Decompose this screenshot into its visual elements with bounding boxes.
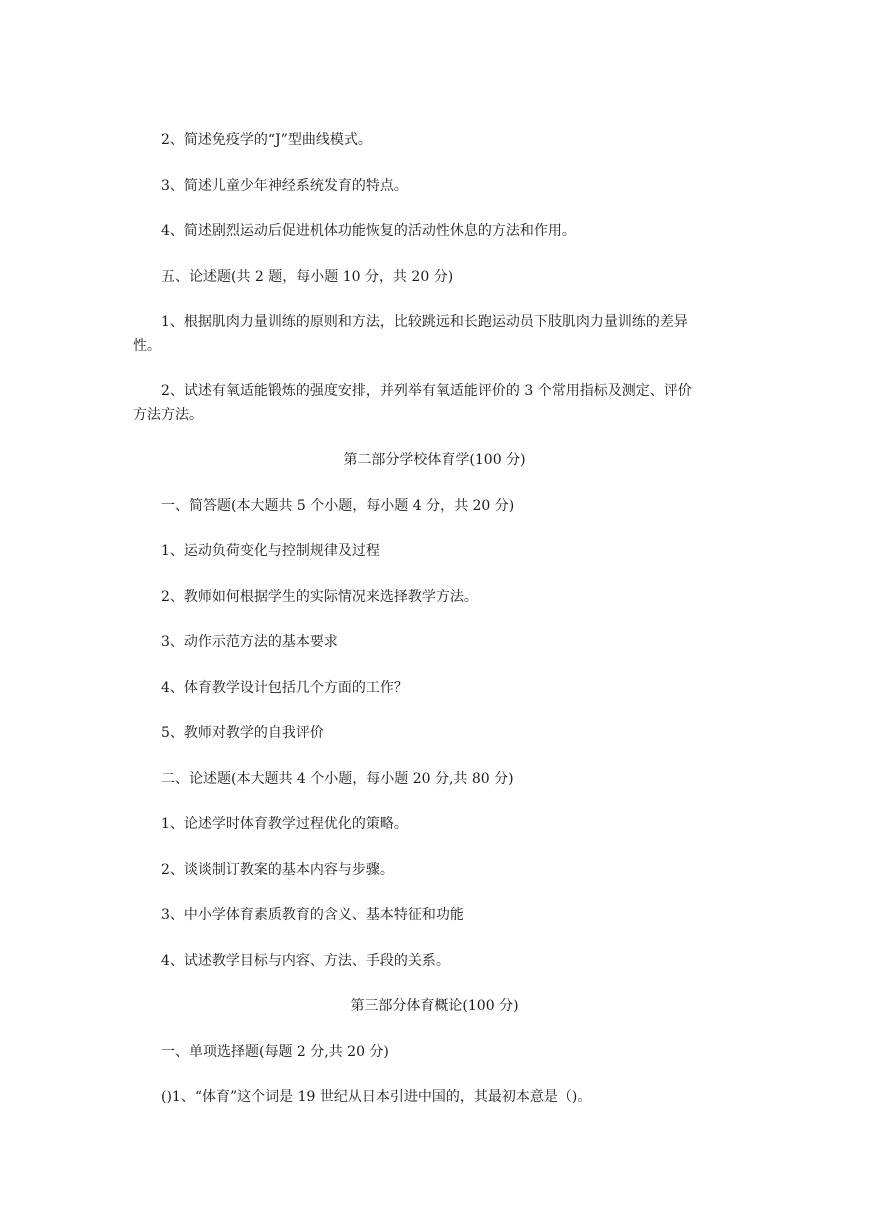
- list-item: 1、运动负荷变化与控制规律及过程: [161, 543, 380, 559]
- list-item: 4、试述教学目标与内容、方法、手段的关系。: [161, 953, 450, 969]
- short-answer-question-3: 3、简述儿童少年神经系统发育的特点。: [161, 178, 408, 194]
- essay-question-1-line-1: 1、根据肌肉力量训练的原则和方法，比较跳远和长跑运动员下肢肌肉力量训练的差异: [161, 314, 688, 330]
- list-item: 1、论述学时体育教学过程优化的策略。: [161, 816, 408, 832]
- part-3-section-1-heading: 一、单项选择题(每题 2 分,共 20 分): [161, 1044, 389, 1060]
- list-item: 3、动作示范方法的基本要求: [161, 634, 338, 650]
- list-item: 2、教师如何根据学生的实际情况来选择教学方法。: [161, 589, 478, 605]
- part-2-section-1-heading: 一、简答题(本大题共 5 个小题，每小题 4 分，共 20 分): [161, 498, 515, 514]
- list-item: 3、中小学体育素质教育的含义、基本特征和功能: [161, 907, 464, 923]
- list-item: 2、谈谈制订教案的基本内容与步骤。: [161, 862, 394, 878]
- section-5-heading: 五、论述题(共 2 题，每小题 10 分，共 20 分): [161, 269, 454, 285]
- part-2-section-2-heading: 二、论述题(本大题共 4 个小题，每小题 20 分,共 80 分): [161, 771, 514, 787]
- part-3-title: 第三部分体育概论(100 分): [350, 998, 519, 1014]
- part-2-title: 第二部分学校体育学(100 分): [343, 452, 526, 468]
- list-item: 5、教师对教学的自我评价: [161, 725, 324, 741]
- essay-question-2-line-2: 方法方法。: [133, 407, 203, 423]
- short-answer-question-4: 4、简述剧烈运动后促进机体功能恢复的活动性休息的方法和作用。: [161, 223, 576, 239]
- multiple-choice-question-1: ()1、“体育”这个词是 19 世纪从日本引进中国的，其最初本意是（)。: [161, 1089, 592, 1105]
- short-answer-question-2: 2、简述免疫学的“J”型曲线模式。: [161, 132, 372, 148]
- list-item: 4、体育教学设计包括几个方面的工作？: [161, 680, 408, 696]
- essay-question-2-line-1: 2、试述有氧适能锻炼的强度安排，并列举有氧适能评价的 3 个常用指标及测定、评价: [161, 383, 692, 399]
- essay-question-1-line-2: 性。: [133, 338, 161, 354]
